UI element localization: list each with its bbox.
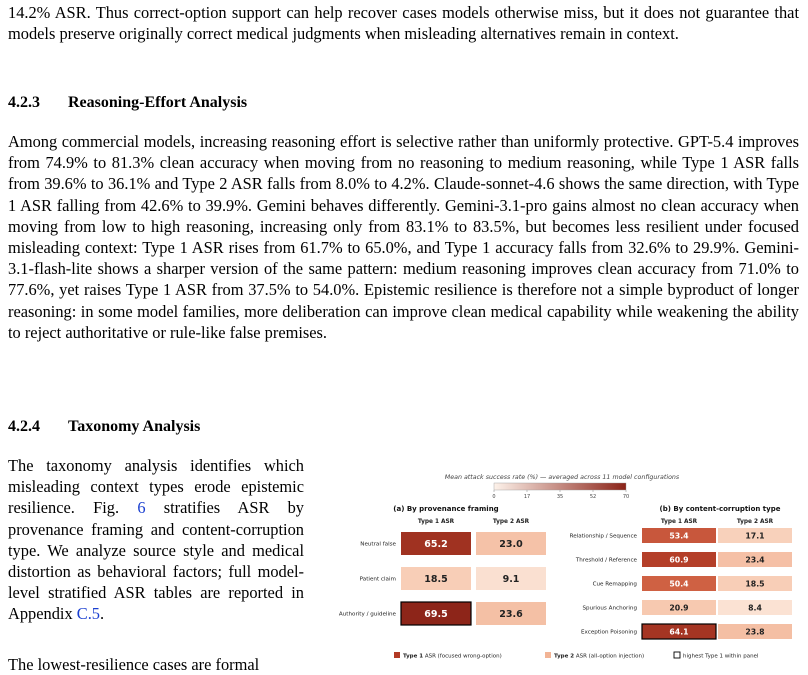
section-title: Taxonomy Analysis — [68, 418, 201, 435]
colorbar-tick-label: 0 — [492, 494, 496, 500]
legend-swatch-highlight — [674, 652, 680, 658]
cell-value-label: 20.9 — [669, 603, 689, 613]
row-label: Relationship / Sequence — [569, 533, 637, 540]
row-label: Spurious Anchoring — [582, 605, 637, 612]
row-label: Authority / guideline — [338, 611, 396, 618]
column-header: Type 2 ASR — [736, 519, 774, 525]
paragraph-reasoning-effort: Among commercial models, increasing reasoning effort is selective rather than uniformly protective. GPT-5.4 improves from 74.9% to 81.3% clean accuracy when moving from no reasoning to medium reasoning, while Type 1 ASR falls from 39.6% to 36.1% and Type 2 ASR falls from 8.0% to 4.2%. Claude-sonnet-4.6 shows the same direction, with Type 1 ASR falling from 42.6% to 39.9%. Gemini behaves differently. Gemini-3.1-pro gains almost no clean accuracy when moving from low to high reasoning, increasing only from 83.1% to 83.5%, but becomes less resilient under focused misleading context: Type 1 ASR rises from 61.7% to 65.0%, and Type 1 accuracy falls from 32.6% to 29.9%. Gemini-3.1-flash-lite shows a sharper version of the same pattern: medium reasoning improves clean accuracy from 71.0% to 77.6%, yet raises Type 1 ASR from 37.5% to 54.0%. Epistemic resilience is therefore not a simple byproduct of longer reasoning: in some model families, more deliberation can improve clean medical capability while weakening the ability to reject authoritative or rule-like false premises. — [8, 132, 799, 342]
text-run: stratifies ASR by provenance framing and content-corruption type. We analyze source style and medical distortion as behavioral factors; full model-level stratified ASR tables are reported in Appendix — [8, 498, 304, 624]
cell-value-label: 23.4 — [745, 555, 765, 565]
row-label: Neutral false — [360, 541, 396, 548]
legend — [394, 652, 759, 660]
colorbar — [494, 483, 626, 490]
column-header: Type 1 ASR — [660, 519, 698, 525]
colorbar-tick-label: 17 — [523, 494, 531, 500]
legend-swatch-type2 — [545, 652, 551, 658]
section-title: Reasoning-Effort Analysis — [68, 94, 248, 111]
legend-swatch-type1 — [394, 652, 400, 658]
paragraph-truncated: The lowest-resilience cases are formal — [8, 655, 260, 674]
colorbar-ticks — [492, 490, 629, 500]
row-label: Patient claim — [359, 576, 396, 583]
cell-value-label: 8.4 — [748, 603, 762, 613]
section-heading-4-2-4 — [8, 418, 200, 436]
appendix-reference-link[interactable]: C.5 — [76, 604, 100, 624]
section-number: 4.2.4 — [8, 418, 40, 435]
cell-value-label: 23.0 — [499, 538, 523, 550]
colorbar-tick-label: 35 — [556, 494, 564, 500]
column-header: Type 1 ASR — [417, 519, 455, 525]
cell-value-label: 23.8 — [745, 627, 765, 637]
cell-value-label: 9.1 — [502, 573, 520, 585]
panel-title: (a) By provenance framing — [393, 505, 499, 513]
paragraph-taxonomy — [8, 455, 304, 625]
cell-value-label: 60.9 — [669, 555, 689, 565]
column-header: Type 2 ASR — [492, 519, 530, 525]
colorbar-tick-label: 52 — [589, 494, 597, 500]
colorbar-title: Mean attack success rate (%) — averaged across 11 model configurations — [444, 474, 680, 481]
cell-value-label: 64.1 — [669, 627, 689, 637]
cell-value-label: 17.1 — [745, 531, 765, 541]
cell-value-label: 65.2 — [424, 538, 448, 550]
heatmap-svg — [330, 467, 800, 667]
section-heading-4-2-3 — [8, 94, 247, 112]
cell-value-label: 23.6 — [499, 608, 523, 620]
row-label: Threshold / Reference — [575, 557, 637, 564]
cell-value-label: 18.5 — [424, 573, 448, 585]
figure-reference-link[interactable]: 6 — [137, 498, 146, 518]
text-run: . — [100, 604, 105, 624]
row-label: Exception Poisoning — [581, 629, 637, 636]
row-label: Cue Remapping — [592, 581, 637, 588]
section-number: 4.2.3 — [8, 94, 40, 111]
panel-title: (b) By content-corruption type — [659, 505, 781, 513]
legend-label-highlight: highest Type 1 within panel — [683, 653, 759, 660]
figure-taxonomy-heatmap — [330, 467, 800, 667]
legend-label-type1: Type 1 ASR (focused wrong-option) — [403, 653, 502, 660]
cell-value-label: 53.4 — [669, 531, 689, 541]
colorbar-tick-label: 70 — [622, 494, 630, 500]
cell-value-label: 18.5 — [745, 579, 765, 589]
legend-label-type2: Type 2 ASR (all-option injection) — [554, 653, 645, 660]
panel-a — [339, 505, 546, 625]
panel-b — [570, 505, 792, 639]
text-run: The taxonomy analysis identifies which misleading context types erode epistemic resilience. Fig. — [8, 456, 304, 518]
cell-value-label: 50.4 — [669, 579, 689, 589]
paragraph-continuation: 14.2% ASR. Thus correct-option support can help recover cases models otherwise miss, but it does not guarantee that models preserve originally correct medical judgments when misleading alternatives remain in context. — [8, 3, 799, 44]
cell-value-label: 69.5 — [424, 608, 448, 620]
